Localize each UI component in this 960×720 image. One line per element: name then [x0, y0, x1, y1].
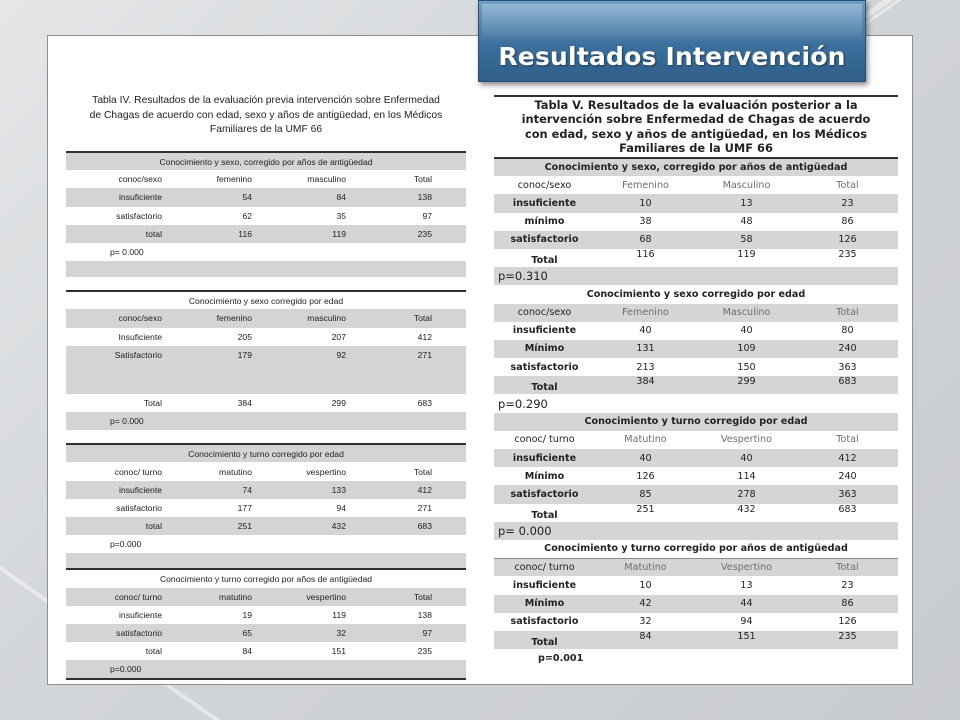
column-header: conoc/ turno [494, 431, 595, 449]
cell: 271 [366, 499, 466, 517]
cell: 74 [166, 481, 266, 499]
section-title: Conocimiento y sexo, corregido por años de antigüedad [494, 158, 898, 176]
cell: 213 [595, 358, 696, 376]
table-row [494, 340, 898, 358]
row-label: insuficiente [494, 449, 595, 467]
total-row [494, 249, 898, 267]
cell: 151 [266, 642, 366, 660]
column-header: Total [366, 588, 466, 606]
cell: 240 [797, 467, 898, 485]
p-value: p=0.310 [494, 267, 898, 285]
row-label: Total [494, 249, 595, 267]
row-label: insuficiente [66, 188, 166, 206]
title-banner [478, 0, 866, 82]
table-iv-panel [66, 89, 466, 674]
cell: 86 [797, 213, 898, 231]
column-header: conoc/ turno [494, 558, 595, 576]
column-header: vespertino [266, 588, 366, 606]
column-header: femenino [166, 309, 266, 327]
row-label: Mínimo [494, 467, 595, 485]
table-row [494, 449, 898, 467]
cell: 23 [797, 194, 898, 212]
p-value-row [494, 394, 898, 412]
table-v-panel [494, 95, 898, 675]
column-header: Total [366, 170, 466, 188]
column-header: masculino [266, 309, 366, 327]
row-label: insuficiente [494, 194, 595, 212]
row-label: satisfactorio [494, 231, 595, 249]
cell: 138 [366, 188, 466, 206]
cell: 126 [595, 467, 696, 485]
section-title: Conocimiento y turno corregido por edad [66, 444, 466, 462]
column-header: conoc/sexo [66, 170, 166, 188]
cell: 299 [266, 394, 366, 412]
cell: 40 [696, 322, 797, 340]
p-value: p=0.000 [66, 660, 466, 678]
cell: 68 [595, 231, 696, 249]
table-row [66, 499, 466, 517]
cell: 384 [166, 394, 266, 412]
column-header: conoc/sexo [494, 176, 595, 194]
cell: 40 [696, 449, 797, 467]
cell: 683 [797, 376, 898, 394]
cell: 151 [696, 631, 797, 649]
cell: 126 [797, 613, 898, 631]
row-label: Total [66, 394, 166, 412]
cell: 432 [696, 504, 797, 522]
table-v-caption [494, 95, 898, 157]
column-header: Total [366, 309, 466, 327]
cell: 94 [696, 613, 797, 631]
caption-line: de Chagas de acuerdo con edad, sexo y años de antigüedad, en los Médicos [89, 109, 443, 121]
column-header: Femenino [595, 304, 696, 322]
cell: 278 [696, 485, 797, 503]
cell: 114 [696, 467, 797, 485]
p-value: p= 0.000 [66, 412, 466, 430]
cell: 363 [797, 485, 898, 503]
table-iv-caption [66, 89, 466, 151]
table-row [494, 613, 898, 631]
cell: 235 [797, 249, 898, 267]
row-label: satisfactorio [66, 207, 166, 225]
table-row [494, 576, 898, 594]
column-header: conoc/ turno [66, 462, 166, 480]
column-header: femenino [166, 170, 266, 188]
table-row [66, 346, 466, 364]
cell: 19 [166, 606, 266, 624]
p-value: p= 0.000 [494, 522, 898, 540]
cell: 384 [595, 376, 696, 394]
header-row [494, 558, 898, 576]
section-title-row [494, 413, 898, 431]
p-value-row [494, 522, 898, 540]
p-value: p=0.001 [494, 649, 898, 667]
row-label: Total [494, 504, 595, 522]
table-row [494, 358, 898, 376]
column-header: Femenino [595, 176, 696, 194]
cell: 84 [266, 188, 366, 206]
row-label: total [66, 642, 166, 660]
cell: 683 [366, 517, 466, 535]
row-label: satisfactorio [66, 499, 166, 517]
column-header: conoc/sexo [494, 304, 595, 322]
section-title-row [66, 569, 466, 587]
cell: 40 [595, 322, 696, 340]
cell: 251 [166, 517, 266, 535]
cell: 116 [595, 249, 696, 267]
cell: 116 [166, 225, 266, 243]
column-header: Total [797, 558, 898, 576]
column-header: Total [366, 462, 466, 480]
cell: 119 [266, 606, 366, 624]
cell: 23 [797, 576, 898, 594]
section-title: Conocimiento y sexo, corregido por años de antigüedad [66, 152, 466, 170]
column-header: Total [797, 304, 898, 322]
row-label: insuficiente [66, 481, 166, 499]
section-title-row [66, 291, 466, 309]
column-header: Matutino [595, 431, 696, 449]
row-label: satisfactorio [494, 613, 595, 631]
total-row [494, 504, 898, 522]
row-label: Insuficiente [66, 328, 166, 346]
table-row [494, 485, 898, 503]
table-row [494, 194, 898, 212]
table-row [66, 606, 466, 624]
spacer-row [66, 277, 466, 291]
row-label: mínimo [494, 213, 595, 231]
p-value: p=0.290 [494, 394, 898, 412]
header-row [66, 170, 466, 188]
cell: 13 [696, 194, 797, 212]
section-title-row [66, 152, 466, 170]
cell: 94 [266, 499, 366, 517]
column-header: matutino [166, 588, 266, 606]
cell: 177 [166, 499, 266, 517]
row-label: Mínimo [494, 340, 595, 358]
table-row [66, 481, 466, 499]
title-banner-shine [482, 4, 862, 40]
cell: 683 [797, 504, 898, 522]
table-row [494, 322, 898, 340]
cell: 58 [696, 231, 797, 249]
section-title: Conocimiento y turno corregido por años de antigüedad [494, 540, 898, 558]
slide-title: Resultados Intervención [498, 42, 846, 71]
table-row [66, 188, 466, 206]
cell: 54 [166, 188, 266, 206]
table-row [66, 328, 466, 346]
cell: 65 [166, 624, 266, 642]
cell: 126 [797, 231, 898, 249]
column-header: Vespertino [696, 431, 797, 449]
row-label: total [66, 225, 166, 243]
header-row [494, 304, 898, 322]
cell: 13 [696, 576, 797, 594]
cell: 412 [797, 449, 898, 467]
cell: 85 [595, 485, 696, 503]
table-row [494, 231, 898, 249]
spacer-row [66, 553, 466, 569]
p-value: p= 0.000 [66, 243, 466, 261]
table-row [66, 642, 466, 660]
section-title-row [494, 540, 898, 558]
header-row [494, 431, 898, 449]
caption-line: Tabla IV. Resultados de la evaluación previa intervención sobre Enfermedad [92, 95, 440, 106]
spacer-row [66, 430, 466, 444]
cell: 412 [366, 481, 466, 499]
column-header: conoc/ turno [66, 588, 166, 606]
cell: 235 [366, 642, 466, 660]
column-header: Vespertino [696, 558, 797, 576]
cell: 150 [696, 358, 797, 376]
section-title: Conocimiento y sexo corregido por edad [494, 285, 898, 303]
cell: 109 [696, 340, 797, 358]
p-value-row [66, 243, 466, 261]
cell: 119 [696, 249, 797, 267]
cell: 40 [595, 449, 696, 467]
cell: 299 [696, 376, 797, 394]
total-row [494, 376, 898, 394]
caption-line: Familiares de la UMF 66 [619, 140, 773, 155]
row-label: satisfactorio [494, 485, 595, 503]
table-row [66, 207, 466, 225]
p-value-row [494, 649, 898, 667]
cell: 179 [166, 346, 266, 364]
table-iv [66, 151, 466, 680]
header-row [494, 176, 898, 194]
cell: 10 [595, 194, 696, 212]
cell: 92 [266, 346, 366, 364]
cell: 42 [595, 595, 696, 613]
cell: 138 [366, 606, 466, 624]
column-header: Masculino [696, 304, 797, 322]
table-row [66, 394, 466, 412]
cell: 235 [366, 225, 466, 243]
header-row [66, 309, 466, 327]
table-row [494, 595, 898, 613]
column-header: Total [797, 176, 898, 194]
cell: 48 [696, 213, 797, 231]
cell: 84 [166, 642, 266, 660]
row-label: Total [494, 376, 595, 394]
row-label: Mínimo [494, 595, 595, 613]
cell: 207 [266, 328, 366, 346]
header-row [66, 462, 466, 480]
cell: 80 [797, 322, 898, 340]
column-header: masculino [266, 170, 366, 188]
cell: 131 [595, 340, 696, 358]
cell: 38 [595, 213, 696, 231]
cell: 133 [266, 481, 366, 499]
p-value-row [66, 412, 466, 430]
table-row [66, 624, 466, 642]
cell: 32 [266, 624, 366, 642]
cell: 235 [797, 631, 898, 649]
caption-line: intervención sobre Enfermedad de Chagas de acuerdo [521, 112, 871, 127]
header-row [66, 588, 466, 606]
row-label: satisfactorio [66, 624, 166, 642]
total-row [494, 631, 898, 649]
cell: 240 [797, 340, 898, 358]
cell: 32 [595, 613, 696, 631]
table-row [494, 213, 898, 231]
column-header: Masculino [696, 176, 797, 194]
cell: 251 [595, 504, 696, 522]
cell: 97 [366, 207, 466, 225]
row-label: insuficiente [494, 576, 595, 594]
cell: 119 [266, 225, 366, 243]
caption-line: con edad, sexo y años de antigüedad, en los Médicos [524, 126, 868, 141]
p-value-row [66, 535, 466, 553]
section-title: Conocimiento y turno corregido por años de antigüedad [66, 569, 466, 587]
cell: 10 [595, 576, 696, 594]
column-header: Total [797, 431, 898, 449]
table-row [66, 225, 466, 243]
table-v [494, 157, 898, 667]
p-value-row [66, 660, 466, 678]
spacer-row [66, 261, 466, 277]
caption-line: Tabla V. Resultados de la evaluación posterior a la [534, 98, 858, 112]
table-row [66, 517, 466, 535]
table-row [494, 467, 898, 485]
row-label: Total [494, 631, 595, 649]
section-title: Conocimiento y turno corregido por edad [494, 413, 898, 431]
cell: 62 [166, 207, 266, 225]
cell: 86 [797, 595, 898, 613]
column-header: conoc/sexo [66, 309, 166, 327]
section-title-row [494, 158, 898, 176]
cell: 412 [366, 328, 466, 346]
section-title: Conocimiento y sexo corregido por edad [66, 291, 466, 309]
cell: 271 [366, 346, 466, 364]
section-title-row [66, 444, 466, 462]
caption-line: Familiares de la UMF 66 [209, 124, 323, 135]
row-label: satisfactorio [494, 358, 595, 376]
cell: 683 [366, 394, 466, 412]
cell: 84 [595, 631, 696, 649]
column-header: matutino [166, 462, 266, 480]
column-header: vespertino [266, 462, 366, 480]
cell: 363 [797, 358, 898, 376]
row-label: Satisfactorio [66, 346, 166, 364]
cell: 205 [166, 328, 266, 346]
column-header: Matutino [595, 558, 696, 576]
spacer-row [66, 364, 466, 394]
p-value-row [494, 267, 898, 285]
row-label: total [66, 517, 166, 535]
cell: 44 [696, 595, 797, 613]
row-label: insuficiente [66, 606, 166, 624]
cell: 35 [266, 207, 366, 225]
cell: 432 [266, 517, 366, 535]
section-title-row [494, 285, 898, 303]
cell: 97 [366, 624, 466, 642]
p-value: p=0.000 [66, 535, 466, 553]
row-label: insuficiente [494, 322, 595, 340]
